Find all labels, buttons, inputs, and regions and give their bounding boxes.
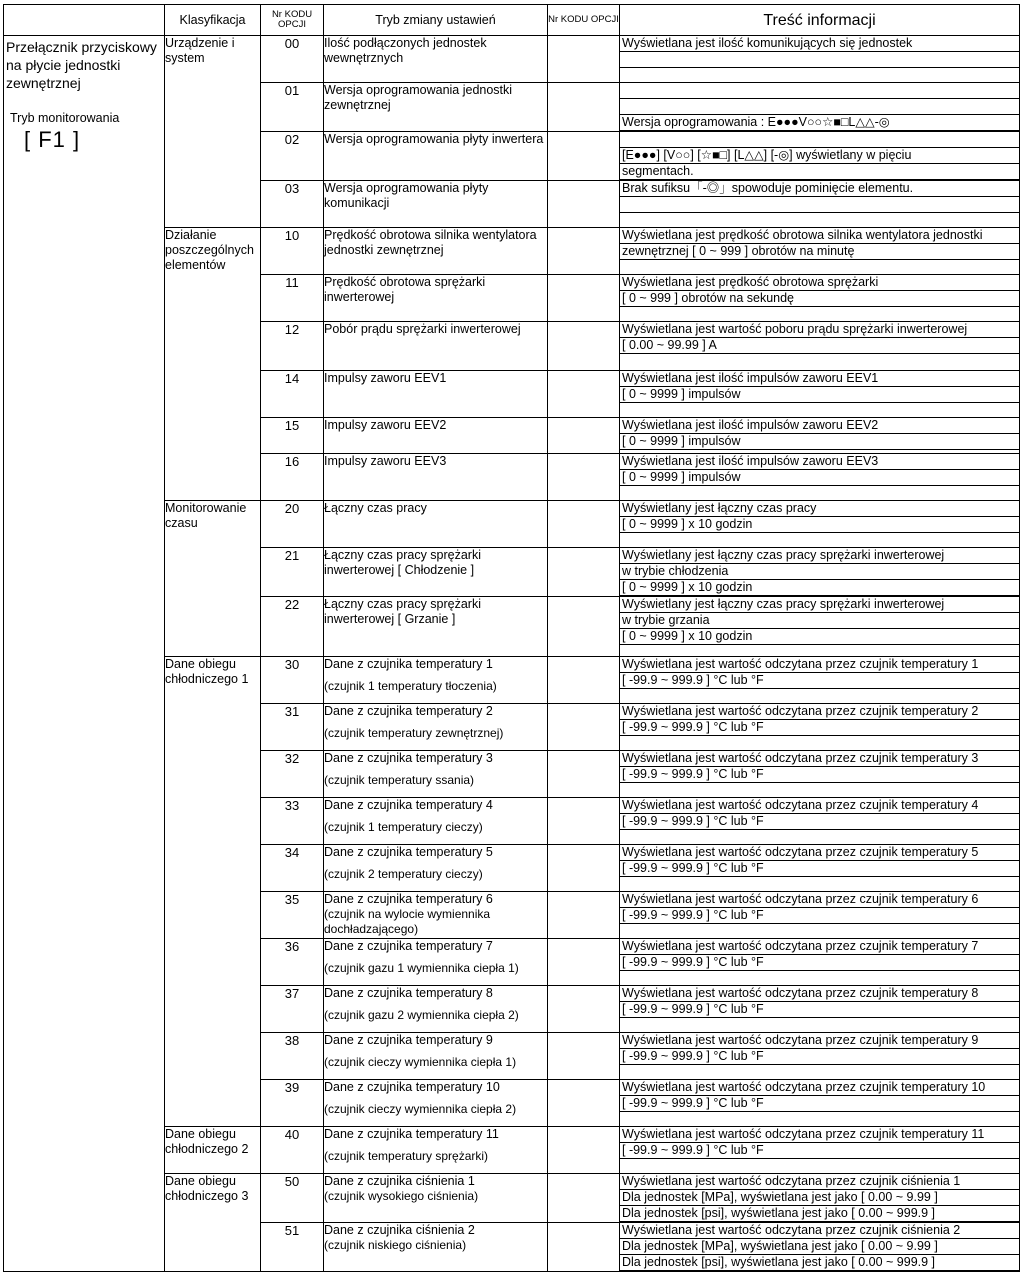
info-line: [ -99.9 ~ 999.9 ] °C lub °F xyxy=(620,908,1019,924)
info-line: [ -99.9 ~ 999.9 ] °C lub °F xyxy=(620,861,1019,877)
classification-cell xyxy=(165,228,261,501)
info-line: [ 0 ~ 9999 ] x 10 godzin xyxy=(620,580,1019,596)
info-line: Wyświetlana jest ilość impulsów zaworu EEV2 xyxy=(620,418,1019,434)
info-line: Wyświetlana jest wartość odczytana przez czujnik temperatury 4 xyxy=(620,798,1019,814)
option-code-cell: 50 xyxy=(261,1174,324,1223)
info-line: Wyświetlany jest łączny czas pracy sprężarki inwerterowej xyxy=(620,548,1019,564)
info-cell xyxy=(620,751,1020,798)
option-code-2-cell xyxy=(548,704,620,751)
info-line: Brak sufiksu「-◎」spowoduje pominięcie elementu. xyxy=(620,181,1019,197)
info-cell xyxy=(620,704,1020,751)
option-code-cell: 02 xyxy=(261,132,324,181)
info-line: Wyświetlana jest wartość odczytana przez czujnik temperatury 2 xyxy=(620,704,1019,720)
mode-name-cell xyxy=(324,1127,548,1174)
option-code-cell: 40 xyxy=(261,1127,324,1174)
header-option-code-2: Nr KODU OPCJI xyxy=(548,5,620,36)
mode-name-cell xyxy=(324,275,548,322)
mode-name-cell xyxy=(324,181,548,228)
mode-name: Dane z czujnika temperatury 4 xyxy=(324,798,493,812)
classification-label: Dane obiegu chłodniczego 2 xyxy=(165,1127,249,1156)
mode-name-cell xyxy=(324,892,548,939)
info-line: [E●●●] [V○○] [☆■□] [L△△] [-◎] wyświetlany w pięciu xyxy=(620,148,1019,164)
mode-name: Prędkość obrotowa sprężarki inwerterowej xyxy=(324,275,486,304)
mode-name: Dane z czujnika ciśnienia 1 xyxy=(324,1174,475,1188)
mode-name-cell xyxy=(324,845,548,892)
info-cell xyxy=(620,548,1020,597)
info-line: [ 0 ~ 999 ] obrotów na sekundę xyxy=(620,291,1019,307)
info-line: Dla jednostek [MPa], wyświetlana jest jako [ 0.00 ~ 9.99 ] xyxy=(620,1239,1019,1255)
mode-name: Dane z czujnika temperatury 6 xyxy=(324,892,493,906)
mode-name: Wersja oprogramowania jednostki zewnętrznej xyxy=(324,83,513,112)
option-code-2-cell xyxy=(548,181,620,228)
mode-sensor-detail: (czujnik gazu 1 wymiennika ciepła 1) xyxy=(324,961,519,975)
table-body xyxy=(4,36,1020,1272)
mode-name: Impulsy zaworu EEV1 xyxy=(324,371,447,385)
info-cell xyxy=(620,1174,1020,1223)
info-line: w trybie grzania xyxy=(620,613,1019,629)
mode-name-cell xyxy=(324,83,548,132)
info-line: [ 0.00 ~ 99.99 ] A xyxy=(620,338,1019,354)
info-line: Wyświetlana jest wartość odczytana przez czujnik temperatury 8 xyxy=(620,986,1019,1002)
option-code-cell: 01 xyxy=(261,83,324,132)
mode-name-cell xyxy=(324,1080,548,1127)
option-code-cell: 37 xyxy=(261,986,324,1033)
mode-name-cell xyxy=(324,986,548,1033)
info-line: [ -99.9 ~ 999.9 ] °C lub °F xyxy=(620,1143,1019,1159)
option-code-2-cell xyxy=(548,548,620,597)
mode-name: Impulsy zaworu EEV3 xyxy=(324,454,447,468)
info-line xyxy=(620,99,1019,115)
option-code-cell: 14 xyxy=(261,371,324,418)
option-code-2-cell xyxy=(548,1127,620,1174)
info-line: [ 0 ~ 9999 ] impulsów xyxy=(620,434,1019,450)
info-line: Wyświetlana jest wartość odczytana przez czujnik temperatury 11 xyxy=(620,1127,1019,1143)
classification-label: Dane obiegu chłodniczego 1 xyxy=(165,657,249,686)
info-line: Wyświetlana jest wartość odczytana przez czujnik temperatury 9 xyxy=(620,1033,1019,1049)
mode-name-cell xyxy=(324,322,548,371)
mode-sensor-detail: (czujnik na wylocie wymiennika dochładzającego) xyxy=(324,907,491,936)
info-cell xyxy=(620,1033,1020,1080)
mode-name: Dane z czujnika temperatury 8 xyxy=(324,986,493,1000)
info-line: zewnętrznej [ 0 ~ 999 ] obrotów na minutę xyxy=(620,244,1019,260)
mode-name: Wersja oprogramowania płyty komunikacji xyxy=(324,181,489,210)
mode-name: Dane z czujnika temperatury 11 xyxy=(324,1127,499,1141)
info-line: [ -99.9 ~ 999.9 ] °C lub °F xyxy=(620,673,1019,689)
info-cell xyxy=(620,1127,1020,1174)
info-line: Wersja oprogramowania : E●●●V○○☆■□L△△-◎ xyxy=(620,115,1019,131)
table-row xyxy=(4,36,1020,83)
mode-name: Prędkość obrotowa silnika wentylatora jednostki zewnętrznej xyxy=(324,228,537,257)
classification-label: Monitorowanie czasu xyxy=(165,501,247,530)
option-code-cell: 36 xyxy=(261,939,324,986)
mode-name-cell xyxy=(324,1223,548,1272)
option-code-cell: 20 xyxy=(261,501,324,548)
mode-name-cell xyxy=(324,418,548,454)
classification-label: Dane obiegu chłodniczego 3 xyxy=(165,1174,249,1203)
option-code-cell: 03 xyxy=(261,181,324,228)
option-code-cell: 32 xyxy=(261,751,324,798)
mode-name: Wersja oprogramowania płyty inwertera xyxy=(324,132,544,146)
option-code-2-cell xyxy=(548,597,620,657)
monitoring-mode-label: Tryb monitorowania xyxy=(10,111,120,125)
option-code-2-cell xyxy=(548,501,620,548)
mode-name: Dane z czujnika temperatury 2 xyxy=(324,704,493,718)
info-cell xyxy=(620,939,1020,986)
option-code-2-cell xyxy=(548,371,620,418)
classification-cell xyxy=(165,501,261,657)
mode-sensor-detail: (czujnik wysokiego ciśnienia) xyxy=(324,1189,479,1203)
option-code-cell: 00 xyxy=(261,36,324,83)
mode-name: Dane z czujnika temperatury 5 xyxy=(324,845,493,859)
info-cell xyxy=(620,845,1020,892)
option-code-2-cell xyxy=(548,418,620,454)
mode-name-cell xyxy=(324,132,548,181)
info-line: Wyświetlany jest łączny czas pracy sprężarki inwerterowej xyxy=(620,597,1019,613)
info-cell xyxy=(620,501,1020,548)
header-info: Treść informacji xyxy=(620,5,1020,36)
option-code-cell: 33 xyxy=(261,798,324,845)
mode-name-cell xyxy=(324,228,548,275)
mode-sensor-detail: (czujnik temperatury sprężarki) xyxy=(324,1149,489,1163)
info-line: Wyświetlana jest wartość odczytana przez czujnik temperatury 6 xyxy=(620,892,1019,908)
mode-sensor-detail: (czujnik niskiego ciśnienia) xyxy=(324,1238,467,1252)
info-line: Wyświetlana jest wartość odczytana przez czujnik temperatury 5 xyxy=(620,845,1019,861)
info-cell xyxy=(620,371,1020,418)
classification-label: Urządzenie i system xyxy=(165,36,235,65)
info-cell xyxy=(620,1080,1020,1127)
option-code-2-cell xyxy=(548,798,620,845)
mode-name: Dane z czujnika temperatury 3 xyxy=(324,751,493,765)
info-line: Wyświetlana jest ilość impulsów zaworu EEV3 xyxy=(620,454,1019,470)
option-code-2-cell xyxy=(548,892,620,939)
mode-name-cell xyxy=(324,597,548,657)
option-code-2-cell xyxy=(548,845,620,892)
switch-description xyxy=(4,36,165,1272)
info-line: Wyświetlana jest wartość odczytana przez czujnik ciśnienia 2 xyxy=(620,1223,1019,1239)
info-line: [ -99.9 ~ 999.9 ] °C lub °F xyxy=(620,814,1019,830)
mode-name-cell xyxy=(324,454,548,501)
info-cell xyxy=(620,322,1020,371)
info-line: Wyświetlana jest prędkość obrotowa sprężarki xyxy=(620,275,1019,291)
switch-title: Przełącznik przyciskowy na płycie jednostki zewnętrznej xyxy=(6,39,157,91)
header-mode: Tryb zmiany ustawień xyxy=(324,5,548,36)
info-line: Wyświetlany jest łączny czas pracy xyxy=(620,501,1019,517)
info-cell xyxy=(620,657,1020,704)
option-code-cell: 15 xyxy=(261,418,324,454)
option-code-2-cell xyxy=(548,1223,620,1272)
option-code-cell: 31 xyxy=(261,704,324,751)
mode-name-cell xyxy=(324,371,548,418)
info-cell xyxy=(620,454,1020,501)
mode-name: Dane z czujnika ciśnienia 2 xyxy=(324,1223,475,1237)
info-line: Wyświetlana jest prędkość obrotowa silnika wentylatora jednostki xyxy=(620,228,1019,244)
info-line xyxy=(620,52,1019,68)
info-line: Wyświetlana jest wartość odczytana przez czujnik temperatury 3 xyxy=(620,751,1019,767)
info-line xyxy=(620,83,1019,99)
option-code-cell: 22 xyxy=(261,597,324,657)
info-line: [ 0 ~ 9999 ] impulsów xyxy=(620,387,1019,403)
option-code-cell: 16 xyxy=(261,454,324,501)
option-code-cell: 35 xyxy=(261,892,324,939)
info-line: [ 0 ~ 9999 ] x 10 godzin xyxy=(620,629,1019,645)
mode-name-cell xyxy=(324,798,548,845)
option-code-cell: 38 xyxy=(261,1033,324,1080)
table-header-row xyxy=(4,5,1020,36)
info-line: Dla jednostek [psi], wyświetlana jest jako [ 0.00 ~ 999.9 ] xyxy=(620,1255,1019,1271)
mode-name-cell xyxy=(324,501,548,548)
option-code-cell: 30 xyxy=(261,657,324,704)
option-code-cell: 39 xyxy=(261,1080,324,1127)
mode-name: Dane z czujnika temperatury 10 xyxy=(324,1080,500,1094)
info-line: [ -99.9 ~ 999.9 ] °C lub °F xyxy=(620,720,1019,736)
info-line: segmentach. xyxy=(620,164,1019,180)
mode-name: Łączny czas pracy sprężarki inwerterowej [ Chłodzenie ] xyxy=(324,548,482,577)
option-code-2-cell xyxy=(548,132,620,181)
info-line: Dla jednostek [psi], wyświetlana jest jako [ 0.00 ~ 999.9 ] xyxy=(620,1206,1019,1222)
option-code-2-cell xyxy=(548,228,620,275)
info-line: Wyświetlana jest wartość odczytana przez czujnik temperatury 7 xyxy=(620,939,1019,955)
info-line: Wyświetlana jest wartość poboru prądu sprężarki inwerterowej xyxy=(620,322,1019,338)
mode-name: Łączny czas pracy xyxy=(324,501,427,515)
mode-name-cell xyxy=(324,36,548,83)
classification-cell xyxy=(165,1174,261,1272)
option-code-2-cell xyxy=(548,454,620,501)
info-cell xyxy=(620,418,1020,454)
mode-name: Ilość podłączonych jednostek wewnętrznych xyxy=(324,36,487,65)
option-code-cell: 34 xyxy=(261,845,324,892)
mode-name-cell xyxy=(324,704,548,751)
info-cell xyxy=(620,986,1020,1033)
info-line: w trybie chłodzenia xyxy=(620,564,1019,580)
info-line: Wyświetlana jest wartość odczytana przez czujnik temperatury 1 xyxy=(620,657,1019,673)
mode-sensor-detail: (czujnik temperatury zewnętrznej) xyxy=(324,726,504,740)
switch-block xyxy=(4,36,164,152)
option-code-2-cell xyxy=(548,36,620,83)
classification-cell xyxy=(165,1127,261,1174)
option-code-2-cell xyxy=(548,939,620,986)
option-code-2-cell xyxy=(548,1080,620,1127)
header-classification: Klasyfikacja xyxy=(165,5,261,36)
mode-name: Pobór prądu sprężarki inwerterowej xyxy=(324,322,521,336)
classification-cell xyxy=(165,657,261,1127)
mode-name: Łączny czas pracy sprężarki inwerterowej [ Grzanie ] xyxy=(324,597,482,626)
mode-name: Dane z czujnika temperatury 9 xyxy=(324,1033,493,1047)
info-line xyxy=(620,197,1019,213)
option-code-2-cell xyxy=(548,1174,620,1223)
info-line: [ 0 ~ 9999 ] x 10 godzin xyxy=(620,517,1019,533)
option-code-cell: 11 xyxy=(261,275,324,322)
mode-name-cell xyxy=(324,939,548,986)
option-code-cell: 51 xyxy=(261,1223,324,1272)
info-line: [ -99.9 ~ 999.9 ] °C lub °F xyxy=(620,955,1019,971)
info-cell xyxy=(620,83,1020,132)
mode-name-cell xyxy=(324,548,548,597)
info-line: Dla jednostek [MPa], wyświetlana jest jako [ 0.00 ~ 9.99 ] xyxy=(620,1190,1019,1206)
mode-name: Impulsy zaworu EEV2 xyxy=(324,418,447,432)
info-line: [ -99.9 ~ 999.9 ] °C lub °F xyxy=(620,1049,1019,1065)
option-code-2-cell xyxy=(548,322,620,371)
mode-sensor-detail: (czujnik 1 temperatury cieczy) xyxy=(324,820,483,834)
info-cell xyxy=(620,181,1020,228)
info-line: [ 0 ~ 9999 ] impulsów xyxy=(620,470,1019,486)
option-code-cell: 12 xyxy=(261,322,324,371)
option-code-2-cell xyxy=(548,1033,620,1080)
info-cell xyxy=(620,798,1020,845)
classification-label: Działanie poszczególnych elementów xyxy=(165,228,254,272)
info-cell xyxy=(620,132,1020,181)
mode-name-cell xyxy=(324,1174,548,1223)
info-line: [ -99.9 ~ 999.9 ] °C lub °F xyxy=(620,1096,1019,1112)
info-line: Wyświetlana jest ilość komunikujących się jednostek xyxy=(620,36,1019,52)
mode-name-cell xyxy=(324,1033,548,1080)
mode-sensor-detail: (czujnik temperatury ssania) xyxy=(324,773,475,787)
info-cell xyxy=(620,228,1020,275)
info-line: Wyświetlana jest ilość impulsów zaworu EEV1 xyxy=(620,371,1019,387)
mode-sensor-detail: (czujnik gazu 2 wymiennika ciepła 2) xyxy=(324,1008,519,1022)
classification-cell xyxy=(165,36,261,228)
header-option-code: Nr KODU OPCJI xyxy=(261,5,324,36)
option-code-2-cell xyxy=(548,275,620,322)
option-code-cell: 21 xyxy=(261,548,324,597)
mode-sensor-detail: (czujnik 1 temperatury tłoczenia) xyxy=(324,679,497,693)
info-cell xyxy=(620,36,1020,83)
mode-name: Dane z czujnika temperatury 1 xyxy=(324,657,493,671)
monitoring-mode-code: [ F1 ] xyxy=(24,127,81,152)
mode-name-cell xyxy=(324,657,548,704)
monitoring-mode-table xyxy=(3,4,1020,1272)
option-code-2-cell xyxy=(548,83,620,132)
mode-sensor-detail: (czujnik 2 temperatury cieczy) xyxy=(324,867,483,881)
info-line: [ -99.9 ~ 999.9 ] °C lub °F xyxy=(620,767,1019,783)
option-code-2-cell xyxy=(548,986,620,1033)
monitoring-table-sheet xyxy=(3,4,1019,1267)
info-cell xyxy=(620,1223,1020,1272)
info-cell xyxy=(620,892,1020,939)
option-code-cell: 10 xyxy=(261,228,324,275)
info-line xyxy=(620,132,1019,148)
info-line: [ -99.9 ~ 999.9 ] °C lub °F xyxy=(620,1002,1019,1018)
info-cell xyxy=(620,275,1020,322)
mode-sensor-detail: (czujnik cieczy wymiennika ciepła 1) xyxy=(324,1055,517,1069)
info-cell xyxy=(620,597,1020,657)
mode-sensor-detail: (czujnik cieczy wymiennika ciepła 2) xyxy=(324,1102,517,1116)
info-line: Wyświetlana jest wartość odczytana przez czujnik temperatury 10 xyxy=(620,1080,1019,1096)
option-code-2-cell xyxy=(548,657,620,704)
info-line: Wyświetlana jest wartość odczytana przez czujnik ciśnienia 1 xyxy=(620,1174,1019,1190)
header-blank xyxy=(4,5,165,36)
mode-name-cell xyxy=(324,751,548,798)
option-code-2-cell xyxy=(548,751,620,798)
mode-name: Dane z czujnika temperatury 7 xyxy=(324,939,493,953)
